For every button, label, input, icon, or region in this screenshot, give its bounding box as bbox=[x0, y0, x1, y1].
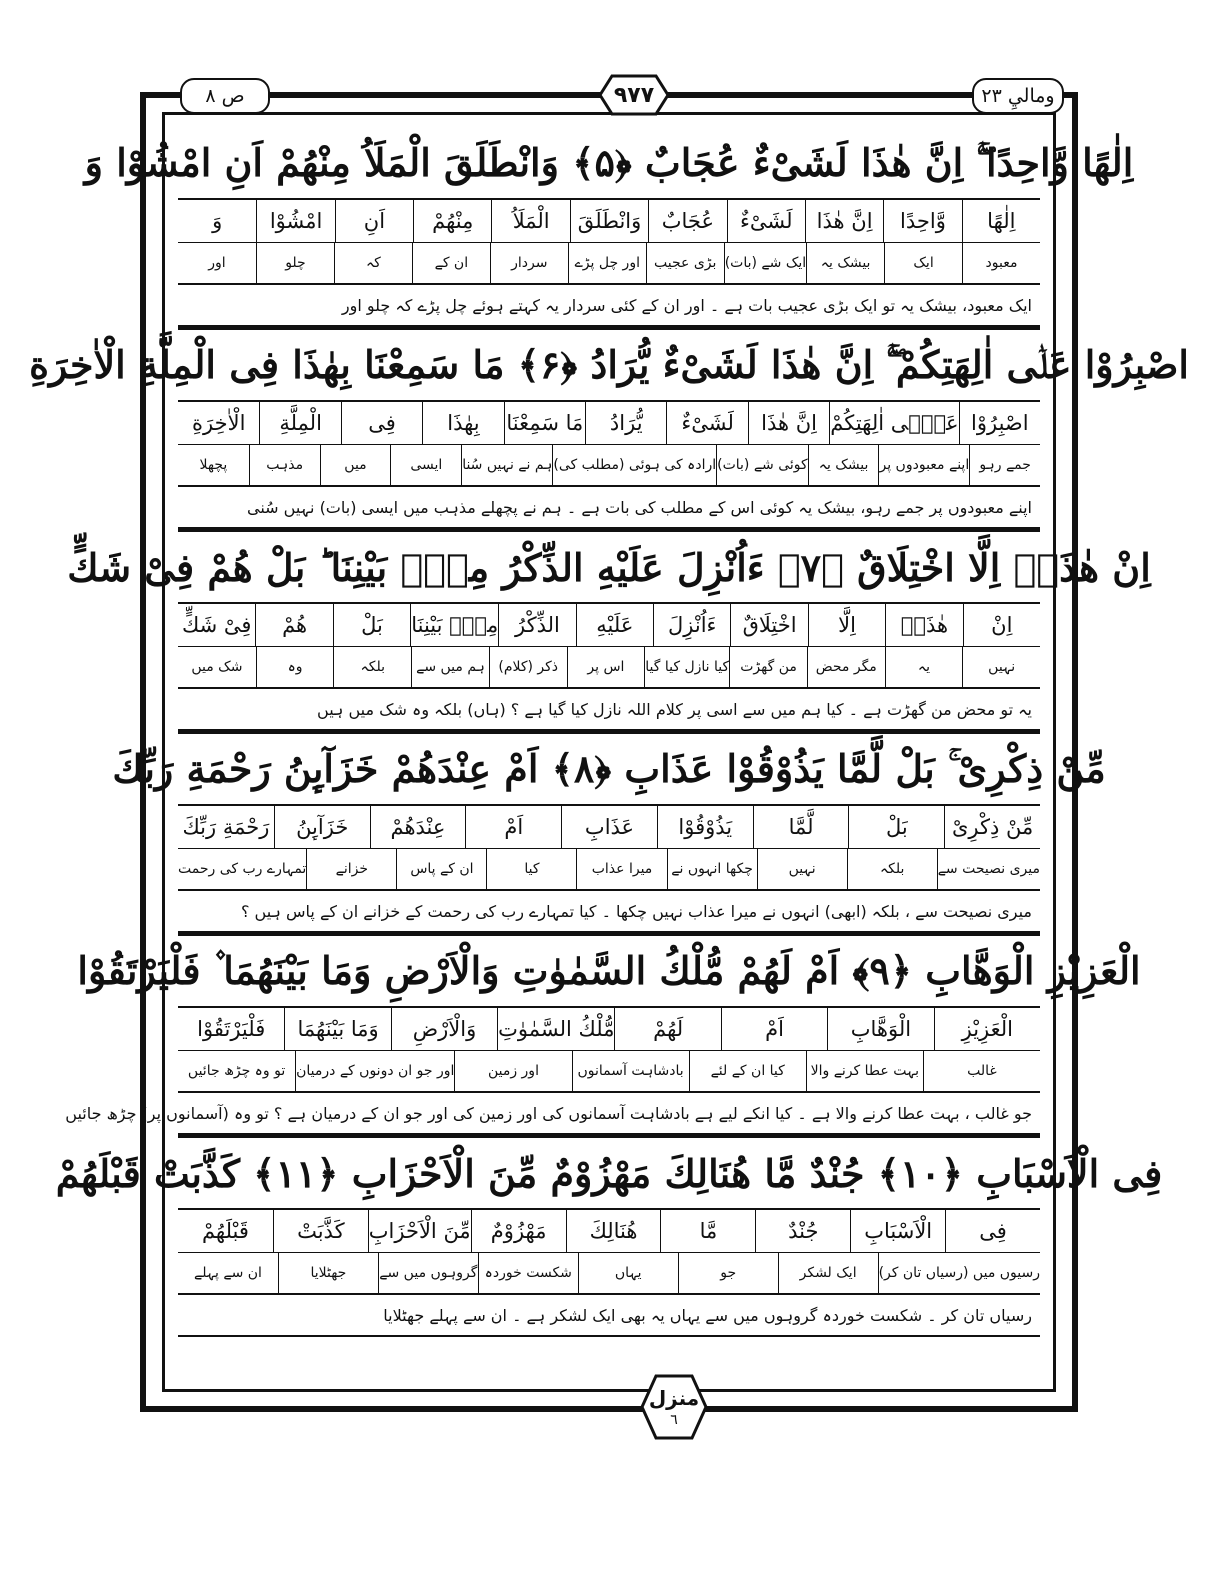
ayah-line: اِلٰهًا وَّاحِدًا ۖۚ اِنَّ هٰذَا لَشَیْءٌ عُجَابٌ ﴿۵﴾ وَانْطَلَقَ الْمَلَاُ مِنْهُمْ اَنِ امْشُوْا وَ bbox=[178, 128, 1040, 200]
word-cell: الْاٰخِرَةِ bbox=[192, 411, 246, 435]
word-cell: فِیْ شَكٍّ bbox=[181, 613, 252, 637]
word-cell: اَمْ bbox=[721, 1008, 827, 1050]
word-cell: وَمَا بَیْنَهُمَا bbox=[284, 1008, 390, 1050]
meaning-cell: بڑی عجیب bbox=[646, 243, 724, 283]
word-cell: یَذُوْقُوْا bbox=[657, 806, 753, 848]
meaning-cell: من گھڑت bbox=[729, 647, 807, 687]
word-cell: مِّنَ الْاَحْزَابِ bbox=[368, 1210, 471, 1252]
word-cell: بِهٰذَا bbox=[422, 402, 503, 444]
meaning-cell: اس پر bbox=[567, 647, 645, 687]
meaning-cell: میں bbox=[320, 445, 391, 485]
meaning-row bbox=[178, 1253, 1040, 1295]
meaning-cell: اپنے معبودوں پر bbox=[878, 445, 969, 485]
meaning-cell: تو وہ چڑھ جائیں bbox=[187, 1063, 286, 1079]
meaning-cell: تمہارے رب کی رحمت bbox=[178, 861, 307, 877]
meaning-cell: غالب bbox=[923, 1051, 1040, 1091]
translation-line: میری نصیحت سے ، بلکہ (ابھی) انہوں نے میرا عذاب نہیں چکھا ۔ کیا تمہارے رب کی رحمت کے خزانے ان کے پاس ہیں ؟ bbox=[178, 891, 1040, 934]
word-cell: اِلَّا bbox=[808, 604, 885, 646]
verse-block bbox=[67, 532, 1151, 734]
meaning-cell: ارادہ کی ہوئی (مطلب کی) bbox=[552, 445, 716, 485]
meaning-cell: ایک لشکر bbox=[778, 1253, 878, 1293]
ayah-line: اصْبِرُوْا عَلٰۤى اٰلِهَتِكُمْ ۖۚ اِنَّ هٰذَا لَشَیْءٌ یُّرَادُ ﴿۶﴾ مَا سَمِعْنَا بِهٰذَا فِی الْمِلَّةِ الْاٰخِرَةِ bbox=[178, 330, 1040, 402]
meaning-cell: اور bbox=[208, 255, 226, 271]
meaning-cell: شکست خوردہ bbox=[478, 1253, 578, 1293]
word-cell: ءَاُنْزِلَ bbox=[653, 604, 730, 646]
meaning-cell: بیشک یہ bbox=[808, 445, 879, 485]
verse-block bbox=[65, 936, 1141, 1138]
ayah-line: اِنْ هٰذَاۤ اِلَّا اخْتِلَاقٌ ﴿۷﴾ ءَاُنْزِلَ عَلَیْهِ الذِّكْرُ مِنْۢ بَیْنِنَا ؕ بَلْ هُمْ فِیْ شَكٍّ bbox=[178, 532, 1040, 604]
meaning-row bbox=[178, 243, 1040, 285]
meaning-cell: وہ bbox=[256, 647, 334, 687]
meaning-cell: ان کے bbox=[412, 243, 490, 283]
meaning-cell: چلو bbox=[256, 243, 334, 283]
meaning-cell: بہت عطا کرنے والا bbox=[806, 1051, 923, 1091]
meaning-cell: اور چل پڑے bbox=[568, 243, 646, 283]
verse-block bbox=[112, 734, 1106, 936]
translation-line: رسیاں تان کر ۔ شکست خوردہ گروہوں میں سے یہاں یہ بھی ایک لشکر ہے ۔ ان سے پہلے جھٹلایا bbox=[383, 1305, 1032, 1325]
word-cell: اصْبِرُوْا bbox=[959, 402, 1040, 444]
header-page-number bbox=[588, 72, 680, 118]
header-surah-ref bbox=[180, 78, 270, 114]
verse-block bbox=[84, 128, 1134, 330]
ayah-line: مِّنْ ذِكْرِیْ ۚ بَلْ لَّمَّا یَذُوْقُوْا عَذَابِ ﴿۸﴾ اَمْ عِنْدَهُمْ خَزَآىِٕنُ رَحْمَةِ رَبِّكَ bbox=[178, 734, 1040, 806]
word-cell: عَذَابِ bbox=[561, 806, 657, 848]
word-cell: وَّاحِدًا bbox=[883, 200, 961, 242]
word-cell: الْمِلَّةِ bbox=[259, 402, 340, 444]
meaning-row bbox=[178, 849, 1040, 891]
word-cell: فِی bbox=[945, 1210, 1040, 1252]
verse-block bbox=[29, 330, 1189, 532]
meaning-cell: ہم میں سے bbox=[411, 647, 489, 687]
word-row bbox=[178, 604, 1040, 647]
word-cell: مُّلْكُ السَّمٰوٰتِ bbox=[497, 1008, 614, 1050]
word-cell: مِنْۢ بَیْنِنَا bbox=[410, 604, 498, 646]
word-cell: لَهُمْ bbox=[614, 1008, 720, 1050]
word-cell: مَا سَمِعْنَا bbox=[504, 402, 585, 444]
word-cell: مَهْزُوْمٌ bbox=[471, 1210, 566, 1252]
word-cell: عَلٰۤى اٰلِهَتِكُمْ bbox=[829, 402, 958, 444]
word-cell: اَمْ bbox=[465, 806, 561, 848]
word-cell: لَشَیْءٌ bbox=[666, 402, 747, 444]
translation-line: اپنے معبودوں پر جمے رہو، بیشک یہ کوئی اس کے مطلب کی بات ہے ۔ ہم نے پچھلے مذہب میں ایسی (بات) نہیں سُنی bbox=[178, 487, 1040, 530]
meaning-cell: کیا نازل کیا گیا bbox=[644, 647, 729, 687]
word-cell: بَلْ bbox=[848, 806, 944, 848]
word-cell: لَشَیْءٌ bbox=[727, 200, 805, 242]
word-row bbox=[178, 806, 1040, 849]
word-cell: اِنَّ هٰذَا bbox=[805, 200, 883, 242]
word-cell: اِنَّ هٰذَا bbox=[748, 402, 829, 444]
word-cell: اخْتِلَاقٌ bbox=[730, 604, 807, 646]
meaning-cell: میری نصیحت سے bbox=[937, 849, 1040, 889]
word-row bbox=[178, 402, 1040, 445]
ayah-line: الْعَزِیْزِ الْوَهَّابِ ﴿۹﴾ اَمْ لَهُمْ مُّلْكُ السَّمٰوٰتِ وَالْاَرْضِ وَمَا بَیْنَهُمَا ۫ فَلْیَرْتَقُوْا bbox=[178, 936, 1040, 1008]
word-cell: وَالْاَرْضِ bbox=[391, 1008, 497, 1050]
verse-block bbox=[55, 1138, 1163, 1337]
meaning-cell: جمے رہو bbox=[969, 445, 1040, 485]
meaning-cell: سردار bbox=[490, 243, 568, 283]
word-cell: قَبْلَهُمْ bbox=[201, 1219, 249, 1243]
meaning-cell: اور جو ان دونوں کے درمیان bbox=[295, 1051, 454, 1091]
meaning-cell: ایسی bbox=[390, 445, 461, 485]
meaning-row bbox=[178, 1051, 1040, 1093]
header-para-ref bbox=[972, 78, 1064, 114]
word-row bbox=[178, 1008, 1040, 1051]
translation-line: جو غالب ، بہت عطا کرنے والا ہے ۔ کیا انکے لیے ہے بادشاہت آسمانوں کی اور زمین کی اور جو ان کے درمیان ہے ؟ تو وہ (آسمانوں پر) چڑھ جائیں bbox=[178, 1093, 1040, 1136]
word-cell: خَزَآىِٕنُ bbox=[274, 806, 370, 848]
meaning-cell: معبود bbox=[962, 243, 1040, 283]
meaning-cell: جو bbox=[678, 1253, 778, 1293]
meaning-cell: ہم نے نہیں سُنا bbox=[461, 445, 552, 485]
meaning-cell: پچھلا bbox=[199, 457, 228, 473]
meaning-cell: ایک شے (بات) bbox=[724, 243, 806, 283]
meaning-cell: اور زمین bbox=[454, 1051, 571, 1091]
word-cell: الْوَهَّابِ bbox=[827, 1008, 933, 1050]
word-cell: فَلْیَرْتَقُوْا bbox=[197, 1017, 266, 1041]
header-surah-ref-text: ص ۸ bbox=[205, 85, 245, 107]
meaning-cell: مگر محض bbox=[807, 647, 885, 687]
meaning-cell: میرا عذاب bbox=[576, 849, 666, 889]
word-cell: عُجَابٌ bbox=[648, 200, 726, 242]
word-cell: هُنَالِكَ bbox=[566, 1210, 661, 1252]
meaning-cell: بلکہ bbox=[847, 849, 937, 889]
header-para-ref-text: وماليِ ۲۳ bbox=[981, 85, 1055, 107]
meaning-cell: رسیوں میں (رسیاں تان کر) bbox=[878, 1253, 1040, 1293]
meaning-cell: جھٹلایا bbox=[278, 1253, 378, 1293]
word-cell: الْعَزِیْزِ bbox=[934, 1008, 1040, 1050]
word-cell: الذِّكْرُ bbox=[498, 604, 575, 646]
word-cell: عِنْدَهُمْ bbox=[370, 806, 466, 848]
meaning-cell: کوئی شے (بات) bbox=[716, 445, 808, 485]
word-cell: لَّمَّا bbox=[753, 806, 849, 848]
word-cell: هُمْ bbox=[255, 604, 332, 646]
meaning-cell: یہ bbox=[885, 647, 963, 687]
meaning-cell: ان کے پاس bbox=[396, 849, 486, 889]
meaning-cell: ذکر (کلام) bbox=[489, 647, 567, 687]
ayah-line: فِی الْاَسْبَابِ ﴿۱۰﴾ جُنْدٌ مَّا هُنَالِكَ مَهْزُوْمٌ مِّنَ الْاَحْزَابِ ﴿۱۱﴾ كَذَّبَتْ قَبْلَهُمْ bbox=[178, 1138, 1040, 1210]
word-cell: رَحْمَةِ رَبِّكَ bbox=[182, 815, 270, 839]
word-cell: الْمَلَاُ bbox=[491, 200, 569, 242]
meaning-row bbox=[178, 445, 1040, 487]
meaning-cell: شک میں bbox=[191, 659, 243, 675]
word-cell: مِنْهُمْ bbox=[413, 200, 491, 242]
meaning-cell: یہاں bbox=[578, 1253, 678, 1293]
quran-content bbox=[29, 128, 1189, 1337]
word-cell: مَّا bbox=[660, 1210, 755, 1252]
meaning-cell: بلکہ bbox=[333, 647, 411, 687]
word-cell: مِّنْ ذِكْرِیْ bbox=[944, 806, 1040, 848]
meaning-cell: کیا bbox=[486, 849, 576, 889]
meaning-cell: گروہوں میں سے bbox=[378, 1253, 478, 1293]
word-cell: اَنِ bbox=[335, 200, 413, 242]
word-cell: عَلَیْهِ bbox=[576, 604, 653, 646]
word-cell: كَذَّبَتْ bbox=[273, 1210, 368, 1252]
meaning-cell: ان سے پہلے bbox=[194, 1265, 262, 1281]
word-cell: امْشُوْا bbox=[256, 200, 334, 242]
translation-line: ایک معبود، بیشک یہ تو ایک بڑی عجیب بات ہے ۔ اور ان کے کئی سردار یہ کہتے ہوئے چل پڑے کہ چلو اور bbox=[178, 285, 1040, 328]
manzil-marker bbox=[636, 1372, 712, 1442]
word-cell: یُّرَادُ bbox=[585, 402, 666, 444]
meaning-cell: بیشک یہ bbox=[806, 243, 884, 283]
meaning-row bbox=[178, 647, 1040, 689]
word-row bbox=[178, 200, 1040, 243]
word-cell: هٰذَاۤ bbox=[885, 604, 962, 646]
word-cell: اِلٰهًا bbox=[962, 200, 1040, 242]
meaning-cell: ایک bbox=[884, 243, 962, 283]
word-cell: اِنْ bbox=[963, 604, 1040, 646]
word-cell: وَ bbox=[212, 209, 223, 233]
manzil-number: ٦ bbox=[670, 1412, 678, 1428]
translation-line: یہ تو محض من گھڑت ہے ۔ کیا ہم میں سے اسی پر کلام اللہ نازل کیا گیا ہے ؟ (ہاں) بلکہ وہ شک میں ہیں bbox=[178, 689, 1040, 732]
word-cell: وَانْطَلَقَ bbox=[570, 200, 648, 242]
meaning-cell: کہ bbox=[334, 243, 412, 283]
meaning-cell: خزانے bbox=[306, 849, 396, 889]
word-cell: بَلْ bbox=[333, 604, 410, 646]
word-cell: جُنْدٌ bbox=[755, 1210, 850, 1252]
manzil-label: منزل bbox=[648, 1386, 700, 1410]
meaning-cell: کیا ان کے لئے bbox=[689, 1051, 806, 1091]
page-number-text: ۹۷۷ bbox=[613, 82, 655, 108]
meaning-cell: نہیں bbox=[962, 647, 1040, 687]
meaning-cell: بادشاہت آسمانوں bbox=[572, 1051, 689, 1091]
word-cell: فِی bbox=[341, 402, 422, 444]
meaning-cell: مذہب bbox=[249, 445, 320, 485]
word-row bbox=[178, 1210, 1040, 1253]
meaning-cell: نہیں bbox=[757, 849, 847, 889]
word-cell: الْاَسْبَابِ bbox=[850, 1210, 945, 1252]
meaning-cell: چکھا انہوں نے bbox=[667, 849, 757, 889]
